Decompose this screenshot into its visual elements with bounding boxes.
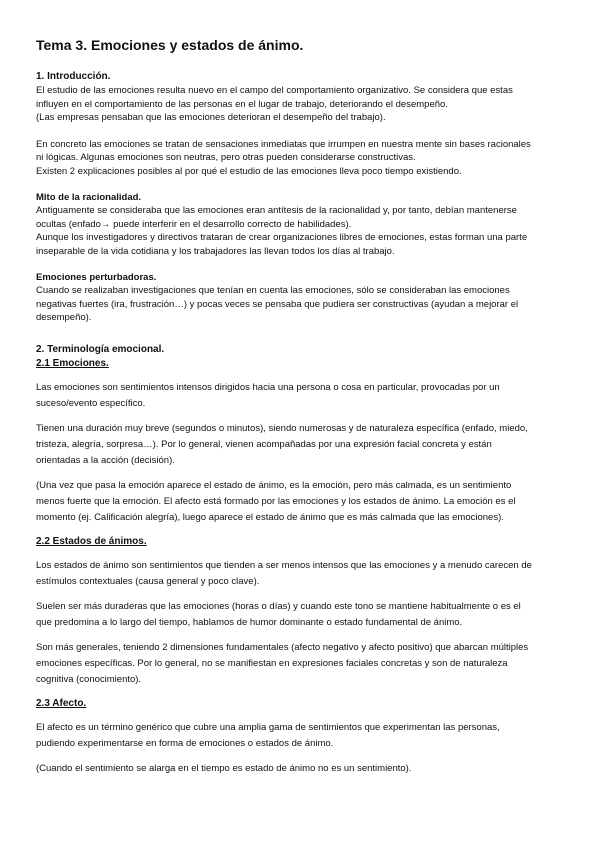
text-line: Las emociones son sentimientos intensos dirigidos hacia una persona o cosa en particular, provocadas por un — [36, 381, 500, 393]
text-line: pudiendo experimentarse en forma de emociones o estados de ánimo. — [36, 737, 334, 749]
text-line: desempeño). — [36, 312, 92, 323]
subsection-heading-estados: 2.2 Estados de ánimos. — [36, 535, 147, 547]
text-line: El afecto es un término genérico que cubre una amplia gama de sentimientos que experimentan las personas, — [36, 721, 500, 733]
text-line: tristeza, alegría, sorpresa…). Por lo general, vienen acompañadas por una expresión facial concreta y están — [36, 438, 492, 450]
text-line: negativas fuertes (ira, frustración…) y pocas veces se pensaba que pudiera ser constructivas (ayudan a mejorar el — [36, 298, 519, 310]
text-line: ocultas (enfado→ puede interferir en el desarrollo correcto de habilidades). — [36, 218, 352, 230]
text-line: (Una vez que pasa la emoción aparece el estado de ánimo, es la emoción, pero más calmada, es un sentimiento — [36, 479, 512, 491]
text-line: que predomina a lo largo del tiempo, hablamos de humor dominante o estado fundamental de ánimo. — [36, 616, 463, 628]
text-line: Los estados de ánimo son sentimientos que tienden a ser menos intensos que las emociones y a menudo carecen de — [36, 559, 532, 571]
text-line: Antiguamente se consideraba que las emociones eran antítesis de la racionalidad y, por tanto, debían mantenerse — [36, 205, 517, 216]
subheading-mito: Mito de la racionalidad. — [36, 192, 142, 203]
document-title: Tema 3. Emociones y estados de ánimo. — [36, 37, 304, 53]
subsection-heading-emociones: 2.1 Emociones. — [36, 357, 109, 369]
text-line: inseparable de la vida cotidiana y los trabajadores las llevan todos los días al trabajo. — [36, 245, 395, 257]
text-line: El estudio de las emociones resulta nuevo en el campo del comportamiento organizativo. Se considera que estas — [36, 85, 513, 96]
text-line: influyen en el comportamiento de las personas en el lugar de trabajo, deteriorando el desempeño. — [36, 98, 448, 110]
document-page — [36, 36, 566, 777]
text-line: menos fuerte que la emoción. El afecto está formado por las emociones y los estados de ánimo. La emoción es el — [36, 495, 516, 507]
text-line: (Cuando el sentimiento se alarga en el tiempo es estado de ánimo no es un sentimiento). — [36, 762, 412, 774]
text-line: suceso/evento específico. — [36, 397, 146, 409]
text-line: cognitiva (conocimiento). — [36, 673, 142, 685]
text-line: (Las empresas pensaban que las emociones deterioran el desempeño del trabajo). — [36, 112, 386, 123]
text-line: ni lógicas. Algunas emociones son neutras, pero otras pueden considerarse constructivas. — [36, 152, 416, 163]
section-heading-terminologia: 2. Terminología emocional. — [36, 343, 165, 355]
text-line: Existen 2 explicaciones posibles al por qué el estudio de las emociones lleva poco tiempo existiendo. — [36, 165, 462, 177]
section-heading-introduccion: 1. Introducción. — [36, 71, 111, 82]
text-line: emociones específicas. Por lo general, no se manifiestan en expresiones faciales concretas y son de naturaleza — [36, 657, 508, 669]
text-line: orientadas a la acción (decisión). — [36, 454, 175, 466]
text-line: Tienen una duración muy breve (segundos o minutos), siendo numerosas y de naturaleza específica (enfado, miedo, — [36, 422, 528, 434]
text-line: momento (ej. Calificación alegría), luego aparece el estado de ánimo que es más calmada que las emociones). — [36, 511, 504, 523]
text-line: Cuando se realizaban investigaciones que tenían en cuenta las emociones, sólo se consideraban las emociones — [36, 285, 510, 296]
subsection-heading-afecto: 2.3 Afecto. — [36, 697, 87, 709]
text-line: Suelen ser más duraderas que las emociones (horas o días) y cuando este tono se mantiene habitualmente o es el — [36, 600, 521, 612]
text-line: Son más generales, teniendo 2 dimensiones fundamentales (afecto negativo y afecto positivo) que abarcan múltiples — [36, 641, 529, 653]
text-line: En concreto las emociones se tratan de sensaciones inmediatas que irrumpen en nuestra mente sin bases racionales — [36, 138, 531, 150]
text-line: estímulos contextuales (causa general y poco clave). — [36, 575, 260, 587]
subheading-perturbadoras: Emociones perturbadoras. — [36, 272, 157, 283]
text-line: Aunque los investigadores y directivos trataran de crear organizaciones libres de emociones, estas forman una parte — [36, 232, 528, 243]
